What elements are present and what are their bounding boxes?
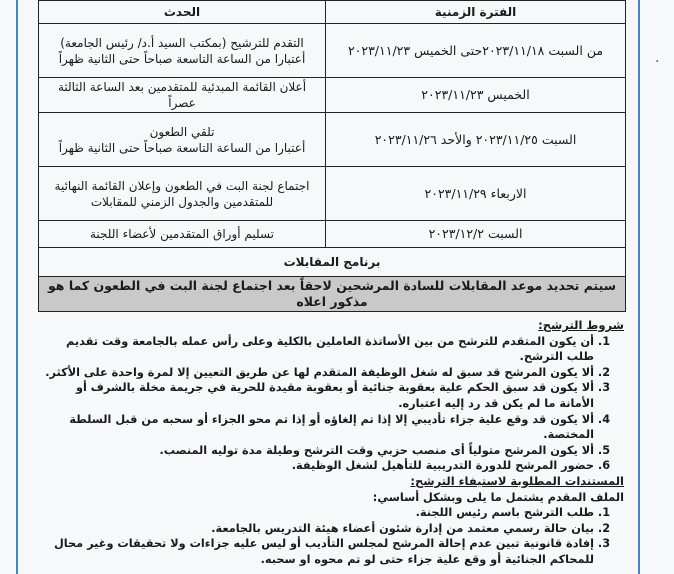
margin-mark: . — [655, 50, 660, 66]
list-item: 2. ألا يكون المرشح قد سبق له شغل الوظيفة المتقدم لها عن طريق التعيين إلا لمرة واحدة على الأكثر. — [38, 365, 594, 381]
event-line: اجتماع لجنة البت في الطعون وإعلان القائمة النهائية — [54, 178, 310, 193]
period-cell: السبت ٢٠٢٣/١٢/٢ — [326, 221, 626, 248]
program-note-row — [39, 277, 626, 312]
list-item: 3. إفادة قانونية تبين عدم إحالة المرشح لمجلس التأديب أو ليس عليه جزاءات ولا تحقيقات وغير محال للمحاكم الجنائية أو وقع علية جزاء حتى لو تم محوه او سحبه. — [38, 536, 594, 567]
event-line: للمتقدمين والجدول الزمني للمقابلات — [90, 194, 274, 209]
documents-list — [38, 505, 624, 567]
program-note: سيتم تحديد موعد المقابلات للسادة المرشحين لاحقاً بعد اجتماع لجنة البت في الطعون كما هو مذكور اعلاه — [39, 277, 626, 312]
documents-intro: الملف المقدم يشتمل ما يلى وبشكل أساسي: — [372, 490, 624, 504]
list-item: 4. ألا يكون قد وقع علية جزاء تأديبي إلا إذا تم إلغاؤه أو إذا تم محو الجزاء أو سحبه من قبل السلطة المختصة. — [38, 412, 594, 443]
list-item: 5. ألا يكون المرشح متولياً أى منصب حزبي وقت الترشح وطيلة مدة توليه المنصب. — [38, 443, 594, 459]
table-row — [39, 24, 626, 78]
table-row — [39, 167, 626, 221]
list-item: 6. حضور المرشح للدورة التدريبية للتأهيل لشغل الوظيفة. — [38, 458, 594, 474]
table-row — [39, 113, 626, 167]
period-cell: السبت ٢٠٢٣/١١/٢٥ والأحد ٢٠٢٣/١١/٢٦ — [326, 113, 626, 167]
list-item: 1. طلب الترشح باسم رئيس اللجنة. — [38, 505, 594, 521]
document-body — [38, 318, 624, 568]
period-cell: الخميس ٢٠٢٣/١١/٢٣ — [326, 78, 626, 113]
event-line: أعتبارا من الساعة التاسعة صباحاً حتى الثانية ظهراً — [58, 51, 306, 66]
event-cell: تسليم أوراق المتقدمين لأعضاء اللجنة — [39, 221, 326, 248]
table-header — [39, 1, 626, 24]
table-row — [39, 221, 626, 248]
period-cell: من السبت ٢٠٢٣/١١/١٨حتى الخميس ٢٠٢٣/١١/٢٣ — [326, 24, 626, 78]
event-line: تلقي الطعون — [149, 124, 215, 139]
event-cell — [39, 24, 326, 78]
list-item: 3. ألا يكون قد سبق الحكم علية بعقوبة جنائية أو بعقوبة مقيدة للحرية في جريمة مخلة بالشرف أو الأمانة ما لم يكن قد رد إليه اعتباره. — [38, 380, 594, 411]
conditions-list — [38, 334, 624, 474]
event-cell — [39, 167, 326, 221]
table-row — [39, 78, 626, 113]
document-content — [38, 0, 626, 574]
event-cell — [39, 113, 326, 167]
list-item: 2. بيان حالة رسمي معتمد من إدارة شئون أعضاء هيئة التدريس بالجامعة. — [38, 521, 594, 537]
event-line: التقدم للترشيح (بمكتب السيد أ.د/ رئيس الجامعة) — [60, 35, 304, 50]
event-cell: أعلان القائمة المبدئية للمتقدمين بعد الساعة الثالثة عصراً — [39, 78, 326, 113]
program-title: برنامج المقابلات — [39, 248, 626, 277]
documents-title: المستندات المطلوبة لاستيفاء الترشح: — [410, 473, 624, 488]
event-line: أعتبارا من الساعة التاسعة صباحاً حتى الثانية ظهراً — [58, 140, 306, 155]
list-item: 1. أن يكون المتقدم للترشح من بين الأساتذة العاملين بالكلية وعلى رأس عمله بالجامعة وقت تقديم طلب الترشح. — [38, 334, 594, 365]
program-title-row — [39, 248, 626, 277]
conditions-title: شروط الترشح: — [538, 318, 624, 332]
header-period: الفترة الزمنية — [326, 1, 626, 24]
header-event: الحدث — [39, 1, 326, 24]
schedule-table — [38, 0, 626, 312]
period-cell: الاربعاء ٢٠٢٣/١١/٢٩ — [326, 167, 626, 221]
